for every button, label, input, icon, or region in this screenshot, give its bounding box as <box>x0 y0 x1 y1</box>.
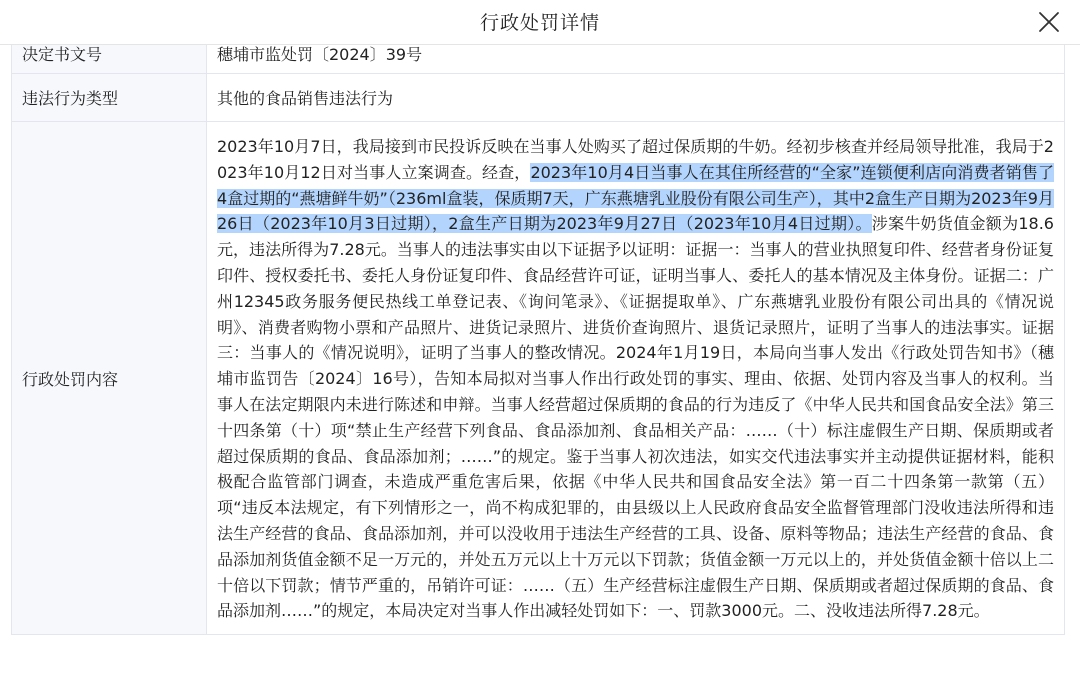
penalty-content-label: 行政处罚内容 <box>12 122 207 635</box>
penalty-text-before: 2023年10月7日，我局接到市民投诉反映在当事人处购买了超过保质期的牛奶。经初步核查并经局领导批准，我局于2023年10月12日对当事人立案调查。经查， <box>217 137 1054 182</box>
violation-type-value: 其他的食品销售违法行为 <box>207 74 1065 122</box>
violation-type-label: 违法行为类型 <box>12 74 207 122</box>
penalty-text-after: 涉案牛奶货值金额为18.6元，违法所得为7.28元。当事人的违法事实由以下证据予以证明：证据一：当事人的营业执照复印件、经营者身份证复印件、授权委托书、委托人身份证复印件、食品经营许可证，证明当事人、委托人的基本情况及主体身份。证据二：广州12345政务服务便民热线工单登记表、《询问笔录》、《证据提取单》、广东燕塘乳业股份有限公司出具的《情况说明》、消费者购物小票和产品照片、进货记录照片、进货价查询照片、退货记录照片，证明了当事人的违法事实。证据三：当事人的《情况说明》，证明了当事人的整改情况。2024年1月19日，本局向当事人发出《行政处罚告知书》（穗埔市监罚告〔2024〕16号），告知本局拟对当事人作出行政处罚的事实、理由、依据、处罚内容及当事人的权利。当事人在法定期限内未进行陈述和申辩。当事人经营超过保质期的食品的行为违反了《中华人民共和国食品安全法》第三十四条第（十）项“禁止生产经营下列食品、食品添加剂、食品相关产品：……（十）标注虚假生产日期、保质期或者超过保质期的食品、食品添加剂；……”的规定。鉴于当事人初次违法，如实交代违法事实并主动提供证据材料，能积极配合监管部门调查，未造成严重危害后果，依据《中华人民共和国食品安全法》第一百二十四条第一款第（五）项“违反本法规定，有下列情形之一，尚不构成犯罪的，由县级以上人民政府食品安全监督管理部门没收违法所得和违法生产经营的食品、食品添加剂，并可以没收用于违法生产经营的工具、设备、原料等物品；违法生产经营的食品、食品添加剂货值金额不足一万元的，并处五万元以上十万元以下罚款；货值金额一万元以上的，并处货值金额十倍以上二十倍以下罚款；情节严重的，吊销许可证：……（五）生产经营标注虚假生产日期、保质期或者超过保质期的食品、食品添加剂……”的规定，本局决定对当事人作出减轻处罚如下：一、罚款3000元。二、没收违法所得7.28元。 <box>217 214 1054 621</box>
table-row <box>12 122 1065 635</box>
dialog-header <box>0 0 1080 45</box>
penalty-content-value[interactable] <box>207 122 1065 635</box>
detail-table <box>11 32 1065 635</box>
doc-number-label: 决定书文号 <box>12 33 207 74</box>
dialog-title: 行政处罚详情 <box>479 12 600 34</box>
detail-content <box>11 32 1065 635</box>
doc-number-value: 穗埔市监处罚〔2024〕39号 <box>207 33 1065 74</box>
penalty-text-selected: 2023年10月4日当事人在其住所经营的“全家”连锁便利店向消费者销售了4盒过期的“燕塘鲜牛奶”（236ml盒装，保质期7天，广东燕塘乳业股份有限公司生产），其中2盒生产日期为2023年9月26日（2023年10月3日过期），2盒生产日期为2023年9月27日（2023年10月4日过期）。 <box>217 162 1055 234</box>
close-button[interactable] <box>1036 9 1062 35</box>
table-row <box>12 74 1065 122</box>
close-icon <box>1036 9 1062 35</box>
